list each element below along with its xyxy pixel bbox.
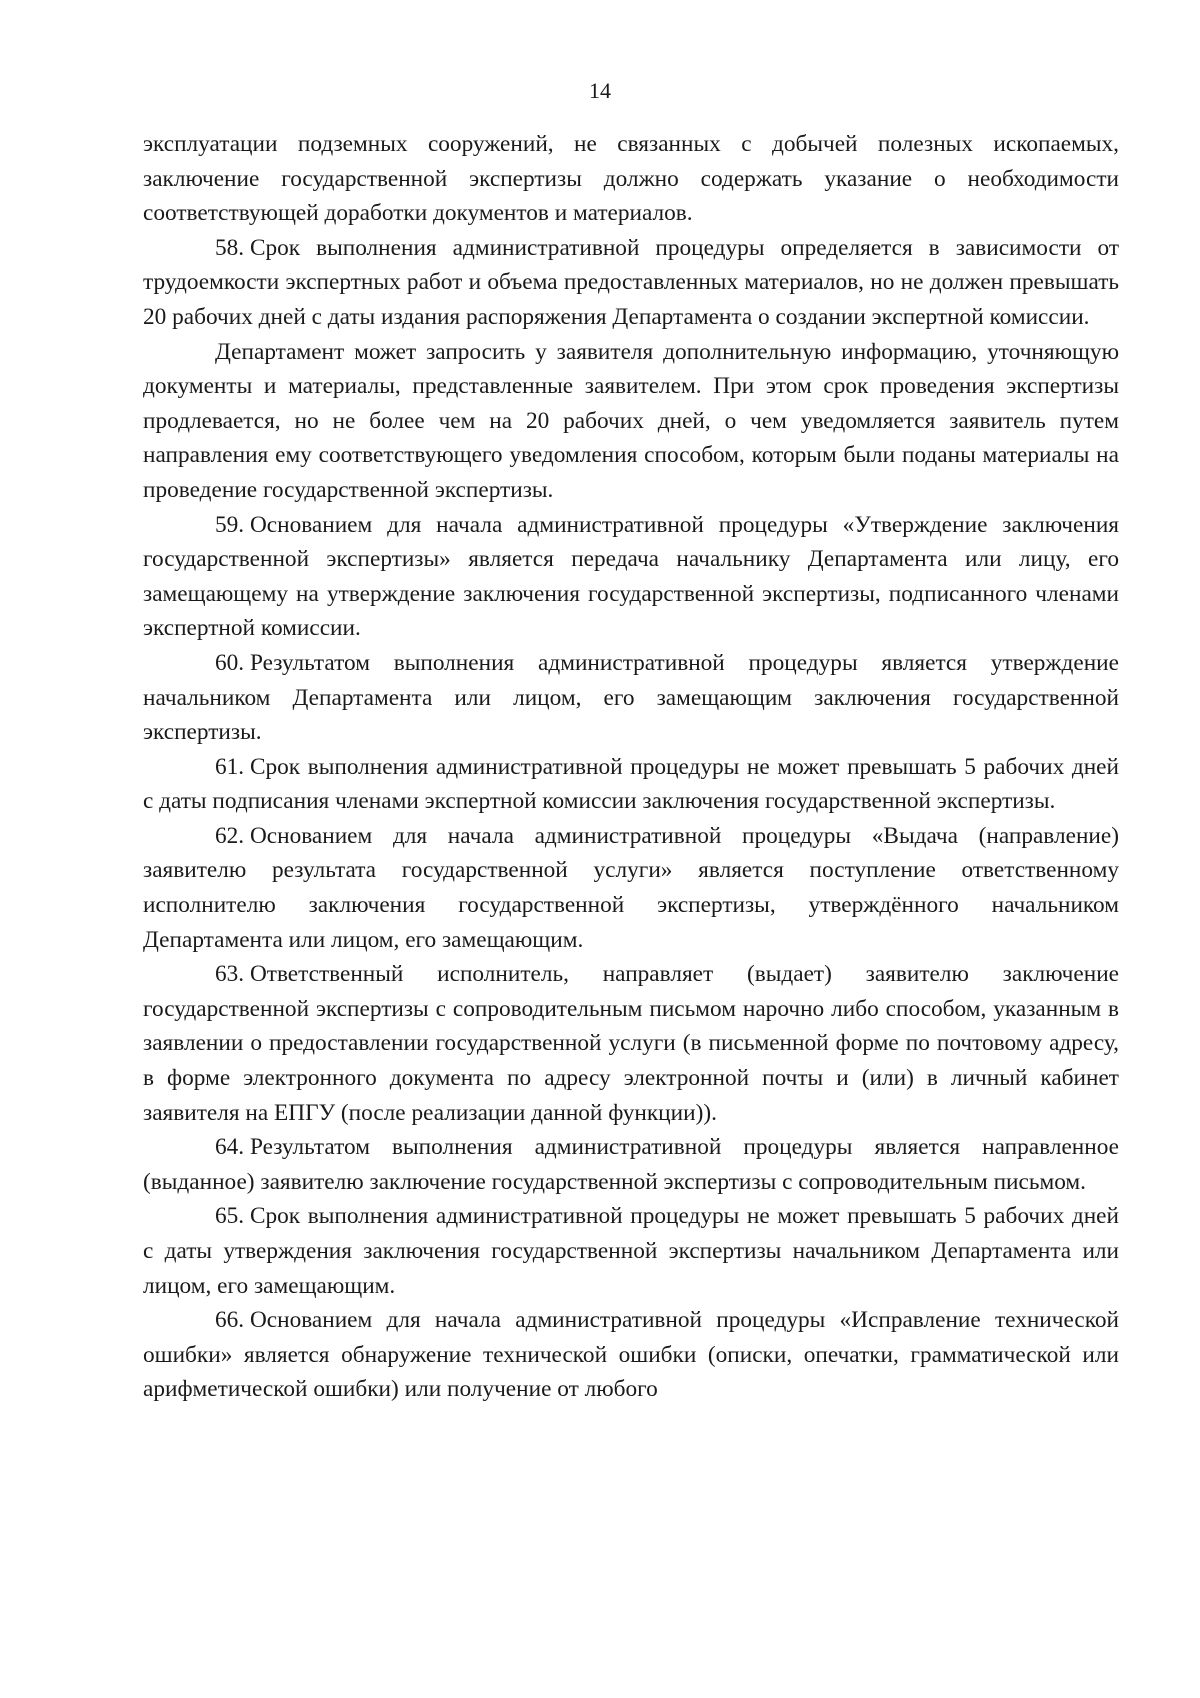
paragraph-58 (143, 231, 1119, 335)
paragraph-59 (143, 508, 1119, 646)
document-body (143, 127, 1119, 1407)
page-number: 14 (589, 78, 611, 103)
paragraph-text: Основанием для начала административной процедуры «Утверждение заключения государственной экспертизы» является передача начальнику Департамента или лицу, его замещающему на утверждение заключения государственной экспертизы, подписанного членами экспертной комиссии. (143, 511, 1119, 642)
paragraph-62 (143, 819, 1119, 957)
paragraph-number: 62. (215, 822, 245, 849)
paragraph-number: 64. (215, 1134, 245, 1161)
paragraph-text: Ответственный исполнитель, направляет (выдает) заявителю заключение государственной экспертизы с сопроводительным письмом нарочно либо способом, указанным в заявлении о предоставлении государственной услуги (в письменной форме по почтовому адресу, в форме электронного документа по адресу электронной почты и (или) в личный кабинет заявителя на ЕПГУ (после реализации данной функции)). (143, 961, 1119, 1126)
paragraph-continuation (143, 127, 1119, 231)
paragraph-text: Срок выполнения административной процедуры определяется в зависимости от трудоемкости экспертных работ и объема предоставленных материалов, но не должен превышать 20 рабочих дней с даты издания распоряжения Департамента о создании экспертной комиссии. (143, 234, 1119, 330)
paragraph-65 (143, 1199, 1119, 1303)
paragraph-text: Результатом выполнения административной процедуры является направленное (выданное) заявителю заключение государственной экспертизы с сопроводительным письмом. (143, 1134, 1119, 1195)
paragraph-number: 65. (215, 1203, 245, 1230)
paragraph-66 (143, 1303, 1119, 1407)
paragraph-text: Основанием для начала административной процедуры «Выдача (направление) заявителю результата государственной услуги» является поступление ответственному исполнителю заключения государственной экспертизы, утверждённого начальником Департамента или лицом, его замещающим. (143, 822, 1119, 953)
paragraph-text: Департамент может запросить у заявителя дополнительную информацию, уточняющую документы и материалы, представленные заявителем. При этом срок проведения экспертизы продлевается, но не более чем на 20 рабочих дней, о чем уведомляется заявитель путем направления ему соответствующего уведомления способом, которым были поданы материалы на проведение государственной экспертизы. (143, 338, 1119, 503)
paragraph-58-continued (143, 335, 1119, 508)
paragraph-60 (143, 646, 1119, 750)
paragraph-text: Результатом выполнения административной процедуры является утверждение начальником Департамента или лицом, его замещающим заключения государственной экспертизы. (143, 649, 1119, 746)
paragraph-number: 59. (215, 511, 245, 538)
paragraph-text: эксплуатации подземных сооружений, не связанных с добычей полезных ископаемых, заключение государственной экспертизы должно содержать указание о необходимости соответствующей доработки документов и материалов. (143, 131, 1119, 227)
paragraph-64 (143, 1130, 1119, 1199)
paragraph-61 (143, 750, 1119, 819)
paragraph-number: 63. (215, 961, 245, 988)
paragraph-number: 66. (215, 1307, 245, 1334)
paragraph-text: Срок выполнения административной процедуры не может превышать 5 рабочих дней с даты утверждения заключения государственной экспертизы начальником Департамента или лицом, его замещающим. (143, 1203, 1119, 1299)
paragraph-63 (143, 957, 1119, 1130)
paragraph-number: 58. (215, 234, 245, 261)
paragraph-number: 60. (215, 649, 245, 676)
paragraph-text: Основанием для начала административной процедуры «Исправление технической ошибки» является обнаружение технической ошибки (описки, опечатки, грамматической или арифметической ошибки) или получение от любого (143, 1307, 1119, 1403)
paragraph-text: Срок выполнения административной процедуры не может превышать 5 рабочих дней с даты подписания членами экспертной комиссии заключения государственной экспертизы. (143, 753, 1119, 815)
paragraph-number: 61. (215, 753, 245, 780)
